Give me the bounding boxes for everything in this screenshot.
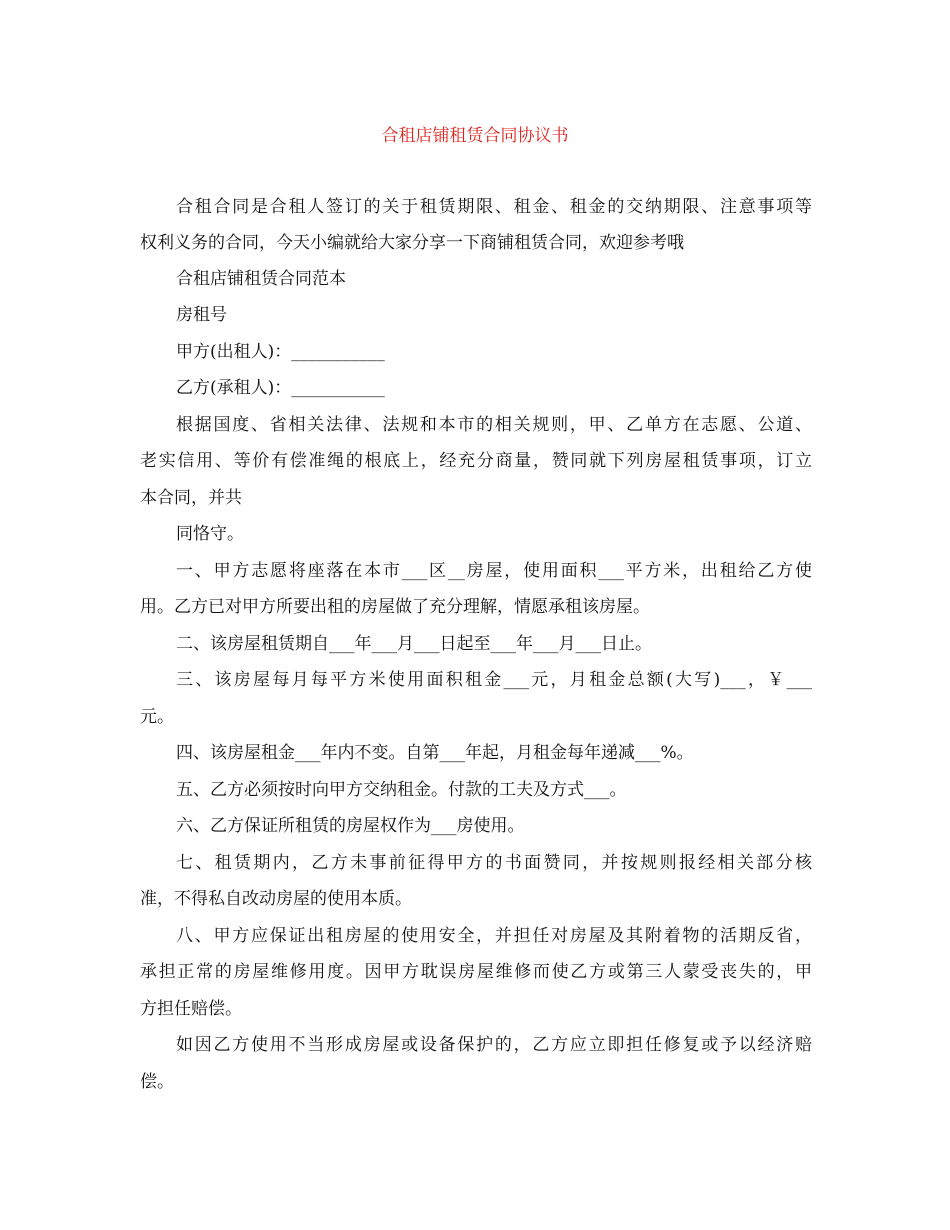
clause-7-line: 准，不得私自改动房屋的使用本质。 xyxy=(140,889,412,909)
paragraph-line: 本合同，并共 xyxy=(140,488,242,508)
paragraph-line: 根据国度、省相关法律、法规和本市的相关规则，甲、乙单方在志愿、公道、 xyxy=(176,415,812,435)
paragraph-line: 合租店铺租赁合同范本 xyxy=(176,269,346,289)
paragraph-line: 权利义务的合同，今天小编就给大家分享一下商铺租赁合同，欢迎参考哦 xyxy=(140,233,684,253)
clause-8-line: 承担正常的房屋维修用度。因甲方耽误房屋维修而使乙方或第三人蒙受丧失的，甲 xyxy=(140,962,812,982)
paragraph-line: 如因乙方使用不当形成房屋或设备保护的，乙方应立即担任修复或予以经济赔 xyxy=(176,1035,812,1055)
clause-5-line: 五、乙方必须按时向甲方交纳租金。付款的工夫及方式___。 xyxy=(176,780,627,800)
clause-3-line: 元。 xyxy=(140,707,174,727)
paragraph-line: 房租号 xyxy=(176,305,227,325)
clause-1-line: 一、甲方志愿将座落在本市___区__房屋，使用面积___平方米，出租给乙方使 xyxy=(176,561,812,581)
paragraph-line: 同恪守。 xyxy=(176,524,244,544)
paragraph-line: 偿。 xyxy=(140,1072,174,1092)
clause-4-line: 四、该房屋租金___年内不变。自第___年起，月租金每年递减___%。 xyxy=(176,743,694,763)
clause-2-line: 二、该房屋租赁期自___年___月___日起至___年___月___日止。 xyxy=(176,634,652,654)
paragraph-line: 合租合同是合租人签订的关于租赁期限、租金、租金的交纳期限、注意事项等 xyxy=(176,197,812,217)
clause-8-line: 方担任赔偿。 xyxy=(140,999,242,1019)
clause-7-line: 七、租赁期内，乙方未事前征得甲方的书面赞同，并按规则报经相关部分核 xyxy=(176,853,812,873)
party-a-line: 甲方(出租人)：___________ xyxy=(176,342,385,362)
clause-1-line: 用。乙方已对甲方所要出租的房屋做了充分理解，情愿承租该房屋。 xyxy=(140,597,650,617)
clause-8-line: 八、甲方应保证出租房屋的使用安全，并担任对房屋及其附着物的活期反省， xyxy=(176,926,812,946)
clause-6-line: 六、乙方保证所租赁的房屋权作为___房使用。 xyxy=(176,816,525,836)
clause-3-line: 三、该房屋每月每平方米使用面积租金___元，月租金总额(大写)___，￥___ xyxy=(176,670,812,690)
party-b-line: 乙方(承租人)：___________ xyxy=(176,378,385,398)
paragraph-line: 老实信用、等价有偿准绳的根底上，经充分商量，赞同就下列房屋租赁事项，订立 xyxy=(140,451,812,471)
document-title: 合租店铺租赁合同协议书 xyxy=(381,126,569,146)
